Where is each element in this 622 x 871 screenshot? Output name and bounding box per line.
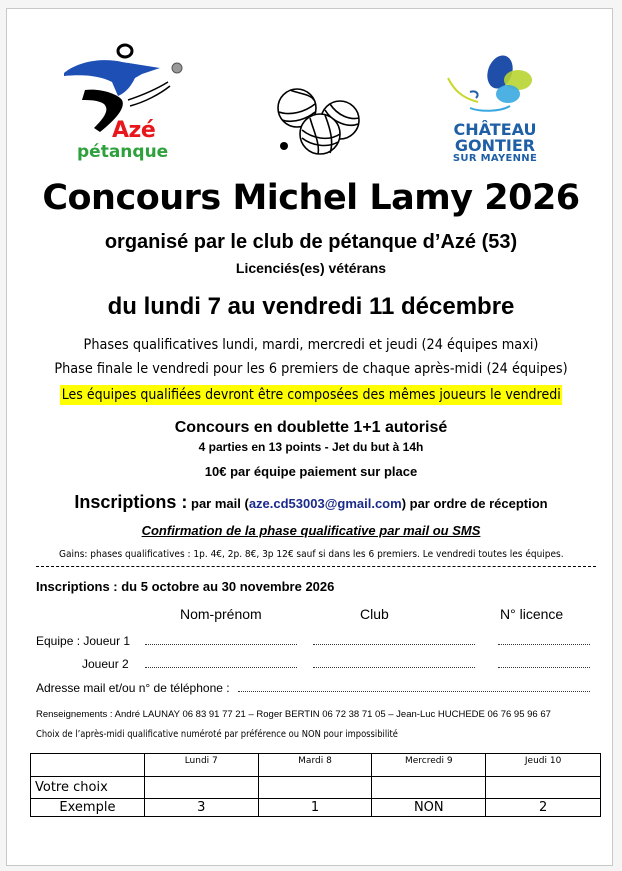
inscriptions-line: [0, 492, 622, 513]
choice-cell-mercredi[interactable]: [372, 777, 486, 799]
chateau-text: CHÂTEAU: [453, 120, 537, 139]
confirmation-text: Confirmation de la phase qualificative par mail ou SMS: [141, 523, 481, 538]
doublette-heading: Concours en doublette 1+1 autorisé: [174, 419, 448, 436]
price-info: 10€ par équipe paiement sur place: [204, 464, 418, 479]
confirmation-notice: [0, 523, 622, 538]
player-1-club-field[interactable]: [313, 634, 475, 645]
player-2-licence-field[interactable]: [498, 657, 590, 668]
highlighted-notice-text: Les équipes qualifiées devront être composées des mêmes joueurs le vendredi: [61, 387, 561, 403]
example-cell-lundi: 3: [144, 799, 258, 817]
gontier-text: GONTIER: [454, 136, 536, 155]
inscriptions-pre-mail: par mail (: [187, 496, 249, 511]
final-phase-text: Phase finale le vendredi pour les 6 premiers de chaque après-midi (24 équipes): [54, 361, 568, 377]
table-header-mercredi: Mercredi 9: [372, 754, 486, 777]
aze-petanque-logo: [60, 38, 190, 163]
butterfly-icon: [440, 50, 550, 120]
choice-instructions: [36, 729, 447, 740]
contact-label: Adresse mail et/ou n° de téléphone :: [36, 681, 230, 695]
table-row-exemple: [31, 799, 601, 817]
aze-logo-text: Azé: [112, 118, 156, 143]
cut-line-divider: [36, 566, 596, 567]
inscriptions-label: Inscriptions :: [74, 492, 188, 512]
inscriptions-post-mail: ) par ordre de réception: [401, 496, 548, 511]
highlighted-notice: [0, 385, 622, 405]
page-title: Concours Michel Lamy 2026: [42, 178, 580, 218]
sur-mayenne-text: SUR MAYENNE: [452, 153, 538, 164]
petanque-logo-text: pétanque: [77, 142, 169, 162]
example-cell-mercredi: NON: [372, 799, 486, 817]
player-1-label: Equipe : Joueur 1: [36, 634, 131, 648]
choice-cell-jeudi[interactable]: [486, 777, 601, 799]
registration-period: Inscriptions : du 5 octobre au 30 novembre 2026: [36, 579, 335, 594]
qualifying-phases-text: Phases qualificatives lundi, mardi, mercredi et jeudi (24 équipes maxi): [83, 337, 539, 353]
category-label: Licenciés(es) vétérans: [235, 260, 387, 276]
table-header-lundi: Lundi 7: [144, 754, 258, 777]
petanque-balls-icon: [270, 82, 370, 162]
gains-text: Gains: phases qualificatives : 1p. 4€, 2p. 8€, 3p 12€ sauf si dans les 6 premiers. Le vendredi toutes les équipes.: [58, 549, 564, 560]
column-header-licence: N° licence: [500, 606, 564, 622]
example-cell-mardi: 1: [258, 799, 372, 817]
games-info: 4 parties en 13 points - Jet du but à 14h: [198, 440, 424, 454]
column-header-club: Club: [360, 606, 389, 622]
contact-field[interactable]: [238, 681, 590, 692]
email-link[interactable]: aze.cd53003@gmail.com: [248, 496, 402, 511]
column-header-name: Nom-prénom: [180, 606, 262, 622]
table-header-jeudi: Jeudi 10: [486, 754, 601, 777]
preference-table: [30, 753, 601, 817]
player-1-name-field[interactable]: [145, 634, 297, 645]
player-2-label: Joueur 2: [82, 657, 129, 671]
contact-info: Renseignements : André LAUNAY 06 83 91 77 21 – Roger BERTIN 06 72 38 71 05 – Jean-Luc HUCHEDE 06 76 95 96 67: [36, 709, 551, 720]
chateau-gontier-logo: [440, 50, 550, 170]
event-dates: du lundi 7 au vendredi 11 décembre: [107, 293, 515, 320]
votre-choix-label: Votre choix: [31, 777, 145, 799]
table-header-mardi: Mardi 8: [258, 754, 372, 777]
example-cell-jeudi: 2: [486, 799, 601, 817]
player-2-club-field[interactable]: [313, 657, 475, 668]
choice-cell-lundi[interactable]: [144, 777, 258, 799]
table-row-votre-choix: [31, 777, 601, 799]
choice-instructions-text: Choix de l’après-midi qualificative numéroté par préférence ou NON pour impossibilité: [36, 729, 398, 740]
table-header-row: [31, 754, 601, 777]
player-2-name-field[interactable]: [145, 657, 297, 668]
table-header-empty: [31, 754, 145, 777]
player-1-licence-field[interactable]: [498, 634, 590, 645]
organizer-subtitle: organisé par le club de pétanque d’Azé (53): [104, 231, 518, 253]
exemple-label: Exemple: [31, 799, 145, 817]
choice-cell-mardi[interactable]: [258, 777, 372, 799]
gains-info: [0, 549, 622, 560]
